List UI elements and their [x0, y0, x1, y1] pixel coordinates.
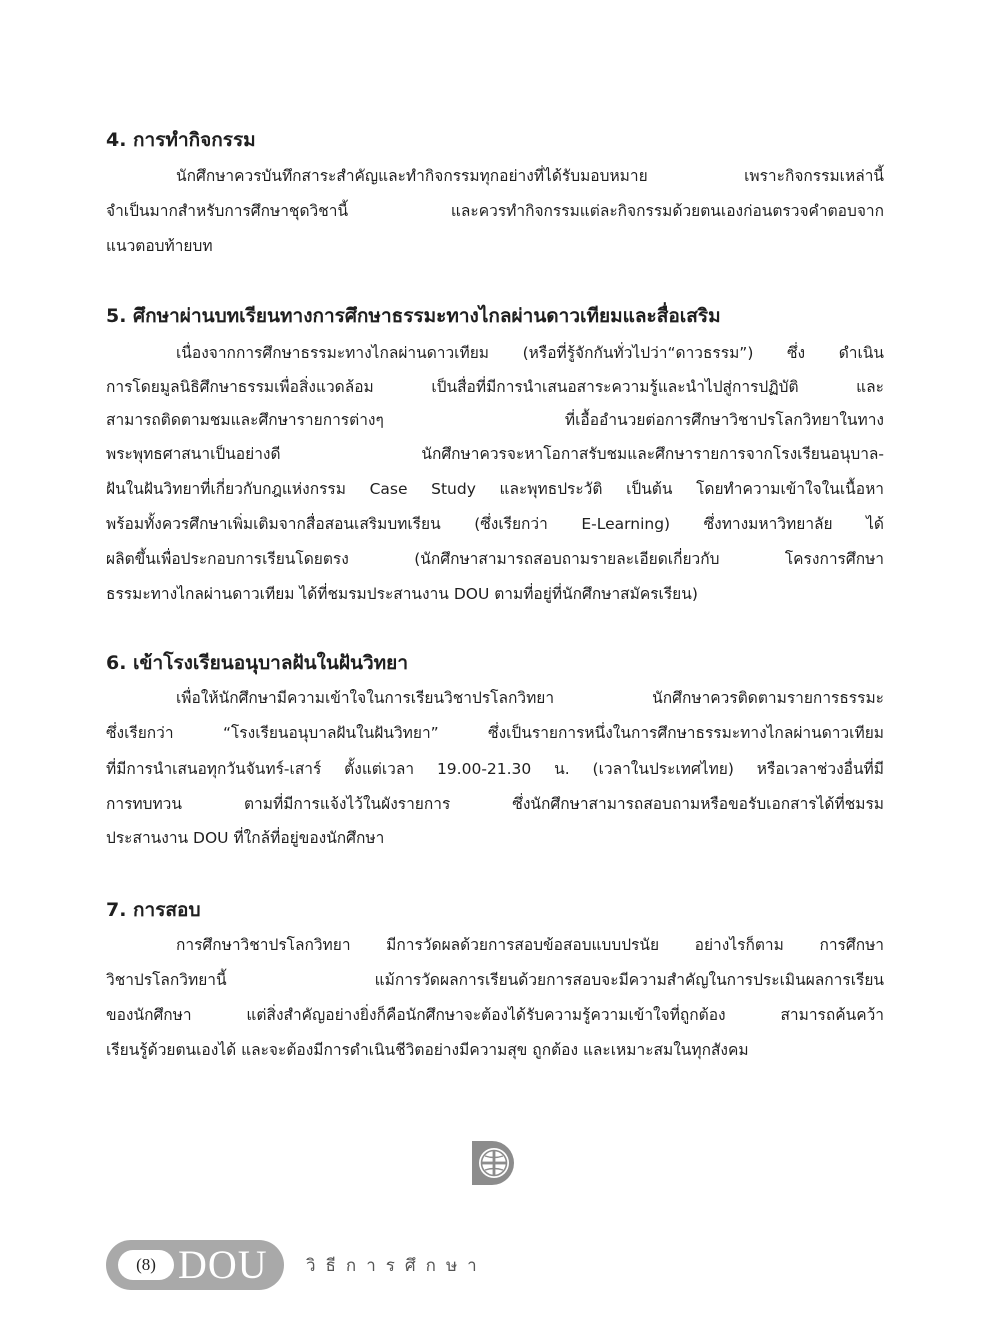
section-4-heading: 4. การทำกิจกรรม: [106, 129, 256, 151]
section-7-line-3: ของนักศึกษา แต่สิ่งสำคัญอย่างยิ่งก็คือนักศึกษาจะต้องได้รับความรู้ความเข้าใจที่ถูกต้อง สามารถค้นคว้า: [106, 1006, 884, 1024]
section-7-heading: 7. การสอบ: [106, 899, 201, 921]
section-5-line-4: พระพุทธศาสนาเป็นอย่างดี นักศึกษาควรจะหาโอกาสรับชมและศึกษารายการจากโรงเรียนอนุบาล-: [106, 445, 884, 463]
section-4-line-1: นักศึกษาควรบันทึกสาระสำคัญและทำกิจกรรมทุกอย่างที่ได้รับมอบหมาย เพราะกิจกรรมเหล่านี้: [176, 167, 884, 185]
footer-badge: [106, 1240, 284, 1290]
section-5-line-1: เนื่องจากการศึกษาธรรมะทางไกลผ่านดาวเทียม (หรือที่รู้จักกันทั่วไปว่า“ดาวธรรม”) ซึ่ง ดำเนิน: [176, 344, 884, 362]
section-6-line-3: ที่มีการนำเสนอทุกวันจันทร์-เสาร์ ตั้งแต่เวลา 19.00-21.30 น. (เวลาในประเทศไทย) หรือเวลาช่วงอื่นที่มี: [106, 760, 884, 778]
section-5-line-3: สามารถติดตามชมและศึกษารายการต่างๆ ที่เอื้ออำนวยต่อการศึกษาวิชาปรโลกวิทยาในทาง: [106, 411, 884, 429]
footer-brand: DOU: [178, 1242, 268, 1287]
dou-logo-icon: [470, 1139, 518, 1187]
section-5-line-7: ผลิตขึ้นเพื่อประกอบการเรียนโดยตรง (นักศึกษาสามารถสอบถามรายละเอียดเกี่ยวกับ โครงการศึกษา: [106, 550, 884, 568]
section-6-heading: 6. เข้าโรงเรียนอนุบาลฝันในฝันวิทยา: [106, 652, 408, 674]
section-5-line-5: ฝันในฝันวิทยาที่เกี่ยวกับกฎแห่งกรรม Case Study และพุทธประวัติ เป็นต้น โดยทำความเข้าใจในเนื้อหา: [106, 480, 884, 498]
section-7-line-4: เรียนรู้ด้วยตนเองได้ และจะต้องมีการดำเนินชีวิตอย่างมีความสุข ถูกต้อง และเหมาะสมในทุกสังคม: [106, 1041, 749, 1059]
page-footer: [106, 1240, 606, 1292]
section-4-line-2: จำเป็นมากสำหรับการศึกษาชุดวิชานี้ และควรทำกิจกรรมแต่ละกิจกรรมด้วยตนเองก่อนตรวจคำตอบจาก: [106, 202, 884, 220]
section-7-line-2: วิชาปรโลกวิทยานี้ แม้การวัดผลการเรียนด้วยการสอบจะมีความสำคัญในการประเมินผลการเรียน: [106, 971, 884, 989]
section-5-line-8: ธรรมะทางไกลผ่านดาวเทียม ได้ที่ชมรมประสานงาน DOU ตามที่อยู่ที่นักศึกษาสมัครเรียน): [106, 585, 698, 603]
section-6-line-1: เพื่อให้นักศึกษามีความเข้าใจในการเรียนวิชาปรโลกวิทยา นักศึกษาควรติดตามรายการธรรมะ: [176, 689, 884, 707]
section-5-line-6: พร้อมทั้งควรศึกษาเพิ่มเติมจากสื่อสอนเสริมบทเรียน (ซึ่งเรียกว่า E-Learning) ซึ่งทางมหาวิทยาลัย ได้: [106, 515, 884, 533]
section-6-line-2: ซึ่งเรียกว่า “โรงเรียนอนุบาลฝันในฝันวิทยา” ซึ่งเป็นรายการหนึ่งในการศึกษาธรรมะทางไกลผ่านดาวเทียม: [106, 724, 884, 742]
section-5-heading: 5. ศึกษาผ่านบทเรียนทางการศึกษาธรรมะทางไกลผ่านดาวเทียมและสื่อเสริม: [106, 305, 721, 327]
section-7-line-1: การศึกษาวิชาปรโลกวิทยา มีการวัดผลด้วยการสอบข้อสอบแบบปรนัย อย่างไรก็ตาม การศึกษา: [176, 936, 884, 954]
section-6-line-4: การทบทวน ตามที่มีการแจ้งไว้ในผังรายการ ซึ่งนักศึกษาสามารถสอบถามหรือขอรับเอกสารได้ที่ชมรม: [106, 795, 884, 813]
section-4-line-3: แนวตอบท้ายบท: [106, 237, 213, 255]
section-5-line-2: การโดยมูลนิธิศึกษาธรรมเพื่อสิ่งแวดล้อม เป็นสื่อที่มีการนำเสนอสาระความรู้และนำไปสู่การปฏิบัติ และ: [106, 378, 884, 396]
section-6-line-5: ประสานงาน DOU ที่ใกล้ที่อยู่ของนักศึกษา: [106, 829, 385, 847]
page-number: (8): [118, 1250, 174, 1280]
footer-subject: วิธีการศึกษา: [306, 1256, 487, 1276]
